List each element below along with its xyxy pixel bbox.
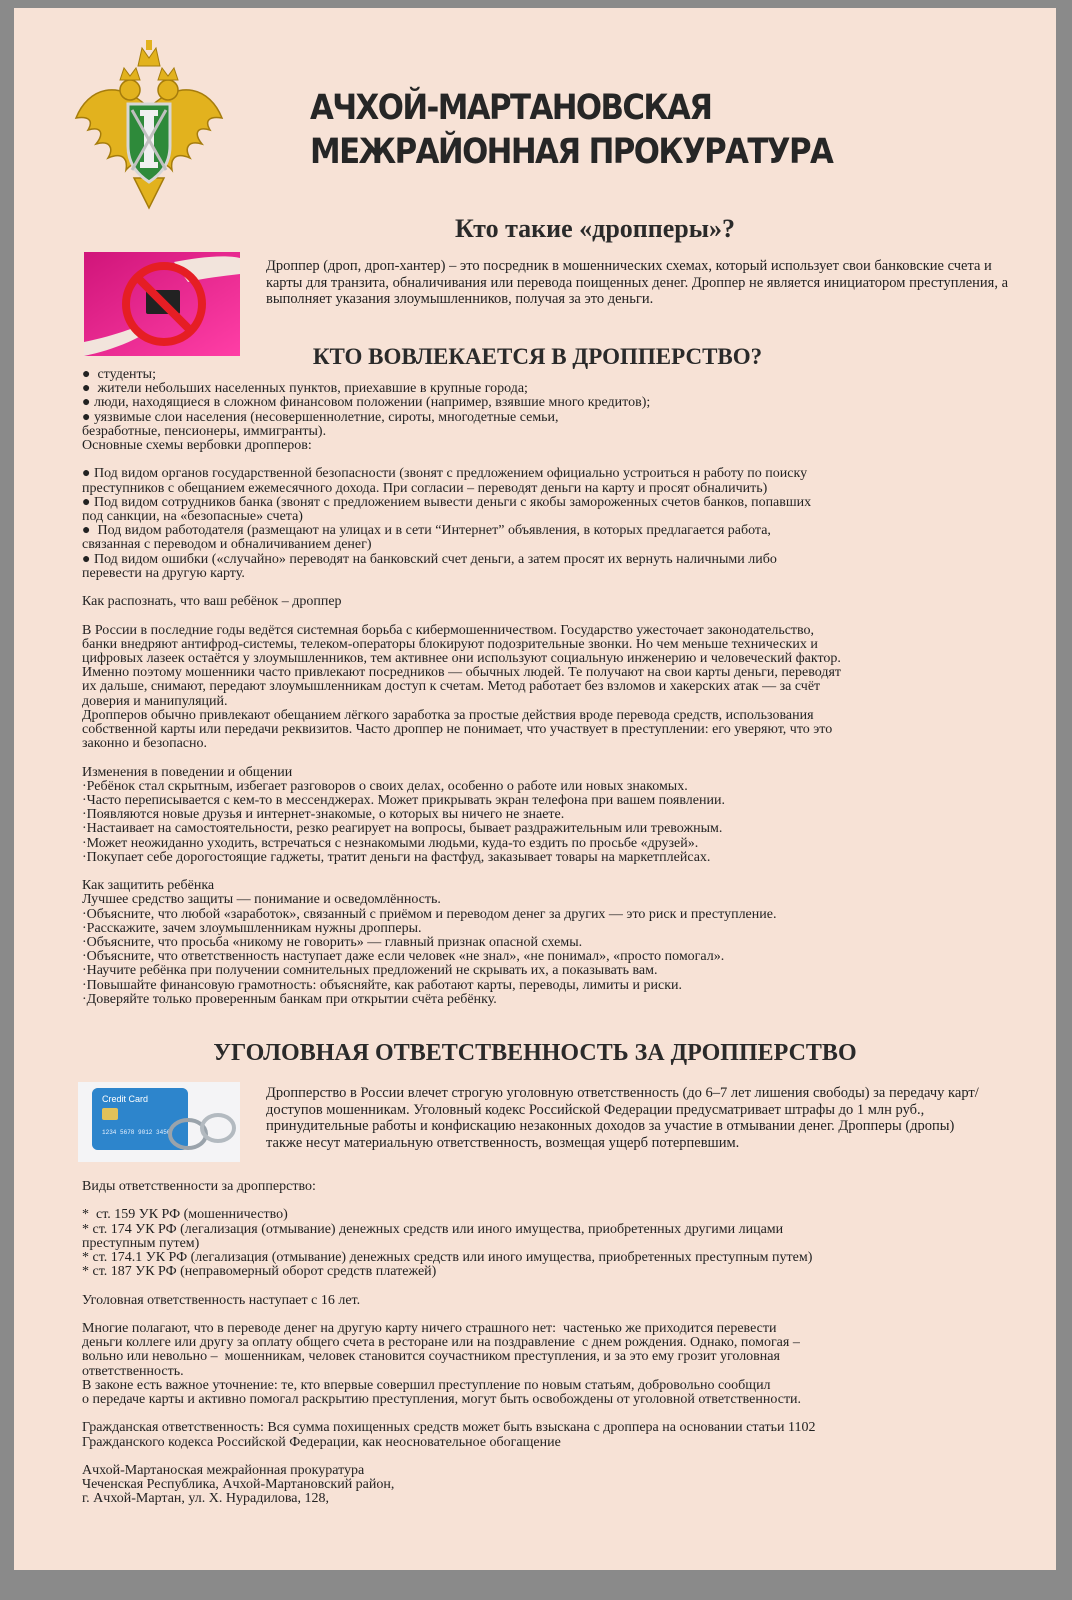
liability-details-text bbox=[82, 1180, 1022, 1507]
text-line: Основные схемы вербовки дропперов: bbox=[82, 438, 312, 454]
text-line: Гражданская ответственность: Вся сумма похищенных средств может быть взыскана с дроппера на основании статьи 1102 bbox=[82, 1420, 816, 1436]
text-line: законно и безопасно. bbox=[82, 736, 207, 752]
text-line: доверия и манипуляций. bbox=[82, 693, 228, 709]
text-line: о передаче карты и активно помогал раскрытию преступления, могут быть освобождены от уголовной ответственности. bbox=[82, 1392, 802, 1407]
text-line: преступников с обещанием ежемесячного дохода. При согласии – переводят деньги на карту и просят обналичить) bbox=[82, 480, 768, 496]
text-line: ·Объясните, что ответственность наступает даже если человек «не знал», «не понимал», «просто помогал». bbox=[82, 949, 725, 965]
text-line: ● уязвимые слои населения (несовершеннолетние, сироты, многодетные семьи, bbox=[82, 409, 559, 425]
text-line: * ст. 174 УК РФ (легализация (отмывание) денежных средств или иного имущества, приобретенных другими лицами bbox=[82, 1221, 784, 1237]
blank-line bbox=[82, 581, 1022, 595]
text-line: деньги коллеге или другу за оплату общего счета в ресторане или на поздравление с днем рождения. Однако, помогая – bbox=[82, 1335, 800, 1351]
text-line: Как распознать, что ваш ребёнок – дроппер bbox=[82, 594, 342, 610]
text-line: перевести на другую карту. bbox=[82, 565, 245, 581]
organization-title-line2: МЕЖРАЙОННАЯ ПРОКУРАТУРА bbox=[310, 132, 833, 172]
text-line: г. Ачхой-Мартан, ул. Х. Нурадилова, 128, bbox=[82, 1491, 329, 1507]
text-line: вольно или невольно – мошенникам, человек становится соучастником преступления, и за это ему грозит уголовная bbox=[82, 1349, 780, 1365]
text-line: их дальше, снимают, передают злоумышленникам доступ к счетам. Метод работает без взломов и хакерских атак — за счёт bbox=[82, 679, 821, 695]
text-line: ·Ребёнок стал скрытным, избегает разговоров о своих делах, особенно о работе или новых знакомых. bbox=[82, 778, 688, 794]
text-line: ● Под видом ошибки («случайно» переводят на банковский счет деньги, а затем просят их вернуть наличными либо bbox=[82, 551, 777, 567]
text-line: Лучшее средство защиты — понимание и осведомлённость. bbox=[82, 892, 441, 908]
text-line: ·Повышайте финансовую грамотность: объясняйте, как работают карты, переводы, лимиты и риски. bbox=[82, 977, 682, 993]
blank-line bbox=[82, 751, 1022, 765]
text-line: В России в последние годы ведётся системная борьба с кибермошенничеством. Государство ужесточает законодательство, bbox=[82, 622, 815, 638]
card-number: 1234 5678 9012 3456 bbox=[102, 1129, 171, 1136]
text-line: ·Часто переписывается с кем-то в мессенджерах. Может прикрывать экран телефона при вашем появлении. bbox=[82, 793, 725, 809]
blank-line bbox=[82, 1308, 1022, 1322]
text-line: Как защитить ребёнка bbox=[82, 878, 215, 894]
text-line: Уголовная ответственность наступает с 16 лет. bbox=[82, 1292, 361, 1308]
blank-line bbox=[82, 1194, 1022, 1208]
no-card-transfer-image bbox=[84, 252, 240, 356]
credit-card-handcuffs-image bbox=[78, 1082, 240, 1162]
text-line: под санкции, на «безопасные» счета) bbox=[82, 509, 303, 525]
involvement-and-recognition-text bbox=[82, 368, 1022, 1007]
poster bbox=[14, 8, 1056, 1570]
text-line: ·Расскажите, зачем злоумышленникам нужны дропперы. bbox=[82, 920, 422, 936]
text-line: * ст. 159 УК РФ (мошенничество) bbox=[82, 1207, 288, 1223]
text-line: ● студенты; bbox=[82, 367, 156, 382]
text-line: ·Доверяйте только проверенным банкам при открытии счёта ребёнку. bbox=[82, 991, 497, 1007]
text-line: цифровых лазеек остаётся у злоумышленников, тем активнее они используют социальную инженерию и человеческий фактор. bbox=[82, 651, 841, 667]
credit-card-handcuffs-icon bbox=[78, 1082, 240, 1162]
text-line: ● Под видом органов государственной безопасности (звонят с предложением официально устроиться н работу по поиску bbox=[82, 466, 808, 482]
text-line: ● Под видом работодателя (размещают на улицах и в сети “Интернет” объявления, в которых предлагается работа, bbox=[82, 523, 771, 539]
text-line: безработные, пенсионеры, иммигранты). bbox=[82, 423, 327, 439]
text-line: ·Появляются новые друзья и интернет-знакомые, о которых вы ничего не знаете. bbox=[82, 807, 565, 823]
text-line: Ачхой-Мартаноская межрайонная прокуратура bbox=[82, 1462, 365, 1478]
organization-title bbox=[310, 86, 926, 174]
dropper-definition-text: Дроппер (дроп, дроп-хантер) – это посредник в мошеннических схемах, который использует свои банковские счета и карты для транзита, обналичивания или перевода поищенных денег. Дроппер не является инициатором преступления, а выполняет указания злоумышленников, получая за это деньги. bbox=[266, 258, 1009, 307]
text-line: ·Объясните, что просьба «никому не говорить» — главный признак опасной схемы. bbox=[82, 935, 583, 951]
section1-heading: Кто такие «дропперы»? bbox=[454, 214, 736, 243]
text-line: ● люди, находящиеся в сложном финансовом положении (например, взявшие много кредитов); bbox=[82, 395, 651, 411]
text-line: собственной карты или передачи реквизитов. Часто дроппер не понимает, что участвует в преступлении: его уверяют, что это bbox=[82, 722, 833, 738]
prosecutor-emblem-icon bbox=[68, 38, 230, 210]
text-line: банки внедряют антифрод-системы, телеком-операторы блокируют подозрительные звонки. Но чем меньше технических и bbox=[82, 636, 818, 652]
no-card-transfer-prohibition-icon bbox=[84, 252, 240, 356]
text-line: ·Научите ребёнка при получении сомнительных предложений не скрывать их, а показывать вам. bbox=[82, 963, 658, 979]
text-line: ·Настаивает на самостоятельности, резко реагирует на вопросы, бывает раздражительным или тревожным. bbox=[82, 821, 723, 837]
blank-line bbox=[82, 609, 1022, 623]
text-line: ответственность. bbox=[82, 1363, 184, 1379]
text-line: ·Объясните, что любой «заработок», связанный с приёмом и переводом денег за других — это риск и преступление. bbox=[82, 906, 777, 922]
section3-heading: УГОЛОВНАЯ ОТВЕТСТВЕННОСТЬ ЗА ДРОППЕРСТВО bbox=[213, 1040, 857, 1066]
text-line: Изменения в поведении и общении bbox=[82, 764, 293, 780]
blank-line bbox=[82, 453, 1022, 467]
text-line: ● жители небольших населенных пунктов, приехавшие в крупные города; bbox=[82, 381, 528, 397]
blank-line bbox=[82, 1450, 1022, 1464]
organization-title-line1: АЧХОЙ-МАРТАНОВСКАЯ bbox=[310, 88, 712, 128]
text-line: связанная с переводом и обналичиванием денег) bbox=[82, 537, 372, 553]
text-line: В законе есть важное уточнение: те, кто впервые совершил преступление по новым статьям, добровольно сообщил bbox=[82, 1377, 771, 1393]
text-line: Гражданского кодекса Российской Федерации, как неосновательное обогащение bbox=[82, 1434, 561, 1450]
text-line: Виды ответственности за дропперство: bbox=[82, 1179, 316, 1194]
blank-line bbox=[82, 1407, 1022, 1421]
card-label: Credit Card bbox=[102, 1094, 149, 1104]
blank-line bbox=[82, 865, 1022, 879]
blank-line bbox=[82, 1279, 1022, 1293]
text-line: ·Покупает себе дорогостоящие гаджеты, тратит деньги на фастфуд, заказывает товары на маркетплейсах. bbox=[82, 849, 711, 865]
section2-heading: КТО ВОВЛЕКАЕТСЯ В ДРОППЕРСТВО? bbox=[312, 344, 763, 369]
text-line: ● Под видом сотрудников банка (звонят с предложением вывести деньги с якобы замороженных счетов банков, попавших bbox=[82, 494, 812, 510]
text-line: * ст. 187 УК РФ (неправомерный оборот средств платежей) bbox=[82, 1264, 437, 1280]
text-line: Именно поэтому мошенники часто привлекают посредников — обычных людей. Те получают на свои карты деньги, переводят bbox=[82, 665, 842, 681]
text-line: Многие полагают, что в переводе денег на другую карту ничего страшного нет: частенько же приходится перевести bbox=[82, 1320, 777, 1336]
criminal-liability-intro-text: Дропперство в России влечет строгую уголовную ответственность (до 6–7 лет лишения свободы) за передачу карт/доступов мошенникам. Уголовный кодекс Российской Федерации предусматривает штрафы до 1 млн руб., принудительные работы и конфискацию незаконных доходов за участие в отмывании денег. Дропперы (дропы) также несут материальную ответственность, возмещая ущерб потерпевшим. bbox=[266, 1085, 979, 1151]
text-line: * ст. 174.1 УК РФ (легализация (отмывание) денежных средств или иного имущества, приобретенных преступным путем) bbox=[82, 1250, 813, 1265]
text-line: ·Может неожиданно уходить, встречаться с незнакомыми людьми, куда-то ездить по просьбе «друзей». bbox=[82, 835, 699, 851]
text-line: Чеченская Республика, Ачхой-Мартановский район, bbox=[82, 1477, 395, 1493]
text-line: Дропперов обычно привлекают обещанием лёгкого заработка за простые действия вроде перевода средств, использования bbox=[82, 707, 814, 723]
text-line: преступным путем) bbox=[82, 1235, 200, 1251]
